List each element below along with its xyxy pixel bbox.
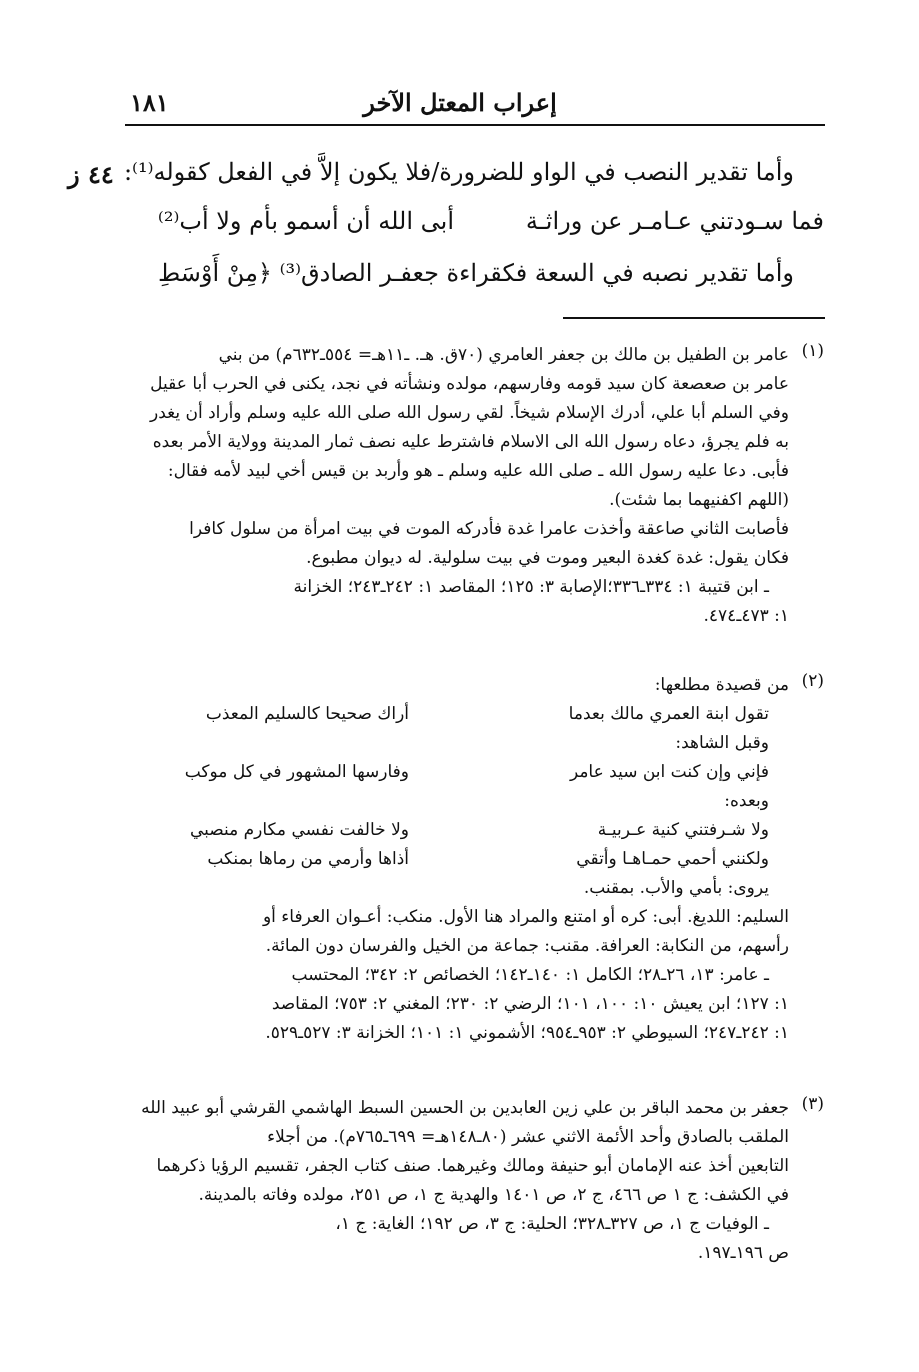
poem-first-hemistich: تقول ابنة العمري مالك بعدما [568,704,769,724]
footnote-1-sources-cont: ١: ٤٧٣ـ٤٧٤. [703,606,789,626]
footnote-3-line: التابعين أخذ عنه الإمامان أبو حنيفة ومالك وغيرهما. صنف كتاب الجفر، تقسيم الرؤيا ذكرهما [156,1156,789,1176]
footnote-1-line: (اللهم اكفنيهما بما شئت). [609,490,789,510]
poem-note: وبعده: [724,791,769,811]
footnote-2-sources: ـ عامر: ١٣، ٢٦ـ٢٨؛ الكامل ١: ١٤٠ـ١٤٢؛ الخصائص ٢: ٣٤٢؛ المحتسب [291,965,769,985]
footnote-2 [89,671,789,1048]
running-head-title: إعراب المعتل الآخر [363,88,557,117]
footnote-3 [89,1094,789,1268]
footnote-1-sources: ـ ابن قتيبة ١: ٣٣٤ـ٣٣٦؛الإصابة ٣: ١٢٥؛ المقاصد ١: ٢٤٢ـ٢٤٣؛ الخزانة [293,577,769,597]
footnote-separator [563,317,825,319]
footnote-3-line: في الكشف: ج ١ ص ٤٦٦، ج ٢، ص ١٤٠١ والهدية ج ١، ص ٢٥١، مولده وفاته بالمدينة. [198,1185,789,1205]
footnote-3-line: الملقب بالصادق وأحد الأئمة الاثني عشر (٨٠ـ١٤٨هـ= ٦٩٩ـ٧٦٥م). من أجلاء [267,1127,789,1147]
main-text-line-1: وأما تقدير النصب في الواو للضرورة/فلا يكون إلاَّ في الفعل كقوله⁽¹⁾: [123,158,794,186]
poem-row [89,758,789,787]
footnote-1-line: وفي السلم أبا علي، أدرك الإسلام شيخاً. لقي رسول الله صلى الله عليه وسلم وأراد أن يغدر [150,403,789,423]
poem-first-hemistich: فإني وإن كنت ابن سيد عامر [569,762,769,782]
poem-note: يروى: بأمي والأب. بمقنب. [583,878,769,898]
footnote-2-intro: من قصيدة مطلعها: [654,675,789,695]
margin-manuscript-ref: ٤٤ ز [68,160,114,189]
verse-second-hemistich: أبى الله أن أسمو بأم ولا أب⁽²⁾ [157,207,454,235]
footnote-2-mark: (٢) [801,671,824,691]
poem-row [89,845,789,874]
footnote-1 [89,341,789,631]
poem-first-hemistich: ولكنني أحمي حمـاهـا وأتقي [576,849,769,869]
poem-row [89,874,789,903]
footnote-3-line: جعفر بن محمد الباقر بن علي زين العابدين بن الحسين السبط الهاشمي القرشي أبو عبيد الله [141,1098,789,1118]
footnote-3-sources: ـ الوفيات ج ١، ص ٣٢٧ـ٣٢٨؛ الحلية: ج ٣، ص ١٩٢؛ الغاية: ج ١، [335,1214,769,1234]
footnote-1-line: عامر بن الطفيل بن مالك بن جعفر العامري (٧٠ق. هـ. ـ١١هـ= ٥٥٤ـ٦٣٢م) من بني [218,345,789,365]
poem-second-hemistich: أذاها وأرمي من رماها بمنكب [207,849,409,869]
page-number: ١٨١ [130,88,169,117]
footnote-1-line: به فلم يجرؤ، دعاه رسول الله الى الاسلام فاشترط عليه نصف ثمار المدينة وولاية الأمر بعده [152,432,789,452]
main-text-line-3: وأما تقدير نصبه في السعة فكقراءة جعفـر الصادق⁽³⁾ ﴿مِنْ أَوْسَطِ [158,259,794,287]
footnote-1-line: فكان يقول: غدة كغدة البعير وموت في بيت سلولية. له ديوان مطبوع. [306,548,789,568]
footnote-3-sources-cont: ص ١٩٦ـ١٩٧. [697,1243,789,1263]
footnote-2-line: السليم: اللديغ. أبى: كره أو امتنع والمراد هنا الأول. منكب: أعـوان العرفاء أو [262,907,789,927]
footnote-1-mark: (١) [801,341,824,361]
poem-second-hemistich: ولا خالفت نفسي مكارم منصبي [189,820,409,840]
footnote-1-line: فأبى. دعا عليه رسول الله ـ صلى الله عليه وسلم ـ هو وأربد بن قيس أخي لبيد لأمه فقال: [167,461,789,481]
footnote-2-line: رأسهم، من النكابة: العرافة. مقنب: جماعة من الخيل والفرسان دون المائة. [265,936,789,956]
poem-row [89,816,789,845]
verse-first-hemistich: فما سـودتني عـامـر عن وراثـة [525,207,824,235]
poem-row [89,700,789,729]
footnote-1-line: فأصابت الثاني صاعقة وأخذت عامرا غدة فأدركه الموت في بيت امرأة من سلول كافرا [189,519,789,539]
footnote-2-sources-cont: ١: ١٢٧؛ ابن يعيش ١٠: ١٠٠، ١٠١؛ الرضي ٢: ٢٣٠؛ المغني ٢: ٧٥٣؛ المقاصد [271,994,789,1014]
poem-row [89,729,789,758]
poem-first-hemistich: ولا شـرفتني كنية عـربيـة [597,820,769,840]
header-rule [125,124,825,126]
poem-second-hemistich: وفارسها المشهور في كل موكب [184,762,409,782]
poem-note: وقبل الشاهد: [675,733,769,753]
footnote-2-sources-cont: ١: ٢٤٢ـ٢٤٧؛ السيوطي ٢: ٩٥٣ـ٩٥٤؛ الأشموني ١: ١٠١؛ الخزانة ٣: ٥٢٧ـ٥٢٩. [265,1023,789,1043]
footnote-1-line: عامر بن صعصعة كان سيد قومه وفارسهم، مولده ونشأته في نجد، يكنى في الحرب أبا عقيل [150,374,789,394]
footnote-3-mark: (٣) [801,1094,824,1114]
poem-second-hemistich: أراك صحيحا كالسليم المعذب [205,704,409,724]
poem-row [89,787,789,816]
